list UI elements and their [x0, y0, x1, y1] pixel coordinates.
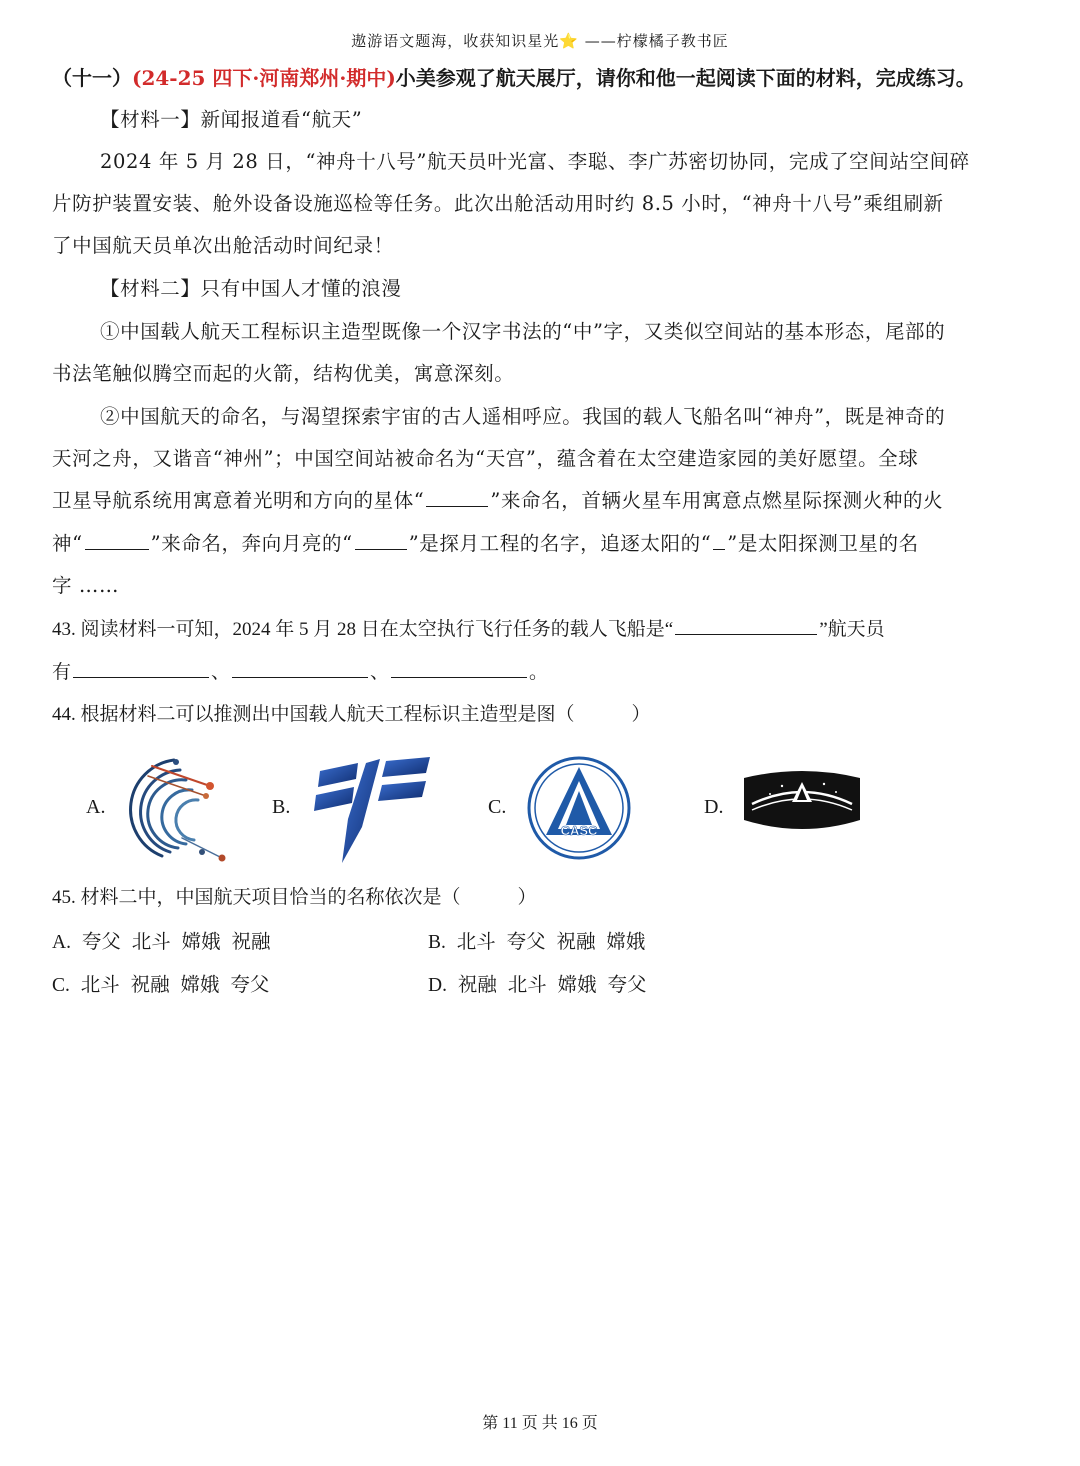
material2-line: 字 ……: [52, 574, 120, 597]
question-title: [52, 62, 1042, 91]
material2-heading: 【材料二】只有中国人才懂的浪漫: [100, 277, 402, 300]
option-a-label[interactable]: A.: [86, 796, 106, 818]
material2-line: ①中国载人航天工程标识主造型既像一个汉字书法的“中”字，又类似空间站的基本形态，尾部的: [100, 320, 946, 343]
question-44-text: 44. 根据材料二可以推测出中国载人航天工程标识主造型是图（ ）: [52, 704, 651, 725]
casc-logo-icon[interactable]: [526, 755, 632, 861]
title-prefix: （十一）: [52, 66, 132, 90]
orbit-arcs-logo-icon[interactable]: [122, 752, 226, 864]
astronaut-answer-blank[interactable]: [391, 659, 527, 678]
material2-line: 天河之舟，又谐音“神州”；中国空间站被命名为“天宫”，蕴含着在太空建造家园的美好愿望。全球: [52, 447, 919, 470]
answer-blank[interactable]: [85, 531, 149, 550]
answer-blank[interactable]: [713, 531, 725, 550]
option-b-label[interactable]: B.: [272, 796, 291, 818]
question-43-line2: 有 、 、 。: [52, 659, 1042, 687]
space-badge-logo-icon[interactable]: [740, 770, 864, 834]
material2-line: 神“ ”来命名，奔向月亮的“ ”是探月工程的名字，追逐太阳的“ ”是太阳探测卫星的名: [52, 532, 919, 555]
page-header: 遨游语文题海，收获知识星光⭐ ——柠檬橘子教书匠: [351, 32, 729, 50]
material1-line: 2024 年 5 月 28 日，“神舟十八号”航天员叶光富、李聪、李广苏密切协同，完成了空间站空间碎: [100, 150, 970, 173]
title-source: (24-25 四下·河南郑州·期中): [132, 66, 396, 90]
option-d-label[interactable]: D.: [704, 796, 724, 818]
answer-blank[interactable]: [426, 488, 488, 507]
option-c-label[interactable]: C.: [488, 796, 507, 818]
zhong-calligraphy-logo-icon[interactable]: [312, 757, 434, 865]
material2-line: 书法笔触似腾空而起的火箭，结构优美，寓意深刻。: [52, 362, 515, 385]
material2-line: ②中国航天的命名，与渴望探索宇宙的古人遥相呼应。我国的载人飞船名叫“神舟”，既是神奇的: [100, 405, 946, 428]
material2-line: 卫星导航系统用寓意着光明和方向的星体“ ”来命名，首辆火星车用寓意点燃星际探测火种的火: [52, 489, 944, 512]
astronaut-answer-blank[interactable]: [73, 659, 209, 678]
answer-blank[interactable]: [355, 531, 407, 550]
astronaut-answer-blank[interactable]: [232, 659, 368, 678]
question-43-line1: 43. 阅读材料一可知，2024 年 5 月 28 日在太空执行飞行任务的载人飞船是“ ”航天员: [52, 616, 1042, 644]
choice-b[interactable]: B. 北斗 夸父 祝融 嫦娥: [428, 932, 646, 953]
material1-heading: 【材料一】新闻报道看“航天”: [100, 108, 363, 131]
casc-logo-text: CASC: [560, 823, 598, 838]
choice-a[interactable]: A. 夸父 北斗 嫦娥 祝融: [52, 932, 271, 953]
page-number: 第 11 页 共 16 页: [482, 1415, 598, 1432]
question-45-text: 45. 材料二中，中国航天项目恰当的名称依次是（ ）: [52, 887, 537, 908]
material1-line: 了中国航天员单次出舱活动时间纪录！: [52, 234, 394, 257]
material1-line: 片防护装置安装、舱外设备设施巡检等任务。此次出舱活动用时约 8.5 小时，“神舟十八号”乘组刷新: [52, 192, 944, 215]
choice-c[interactable]: C. 北斗 祝融 嫦娥 夸父: [52, 975, 270, 996]
choice-d[interactable]: D. 祝融 北斗 嫦娥 夸父: [428, 975, 647, 996]
spaceship-answer-blank[interactable]: [675, 616, 817, 635]
title-main: 小美参观了航天展厅，请你和他一起阅读下面的材料，完成练习。: [395, 66, 976, 90]
